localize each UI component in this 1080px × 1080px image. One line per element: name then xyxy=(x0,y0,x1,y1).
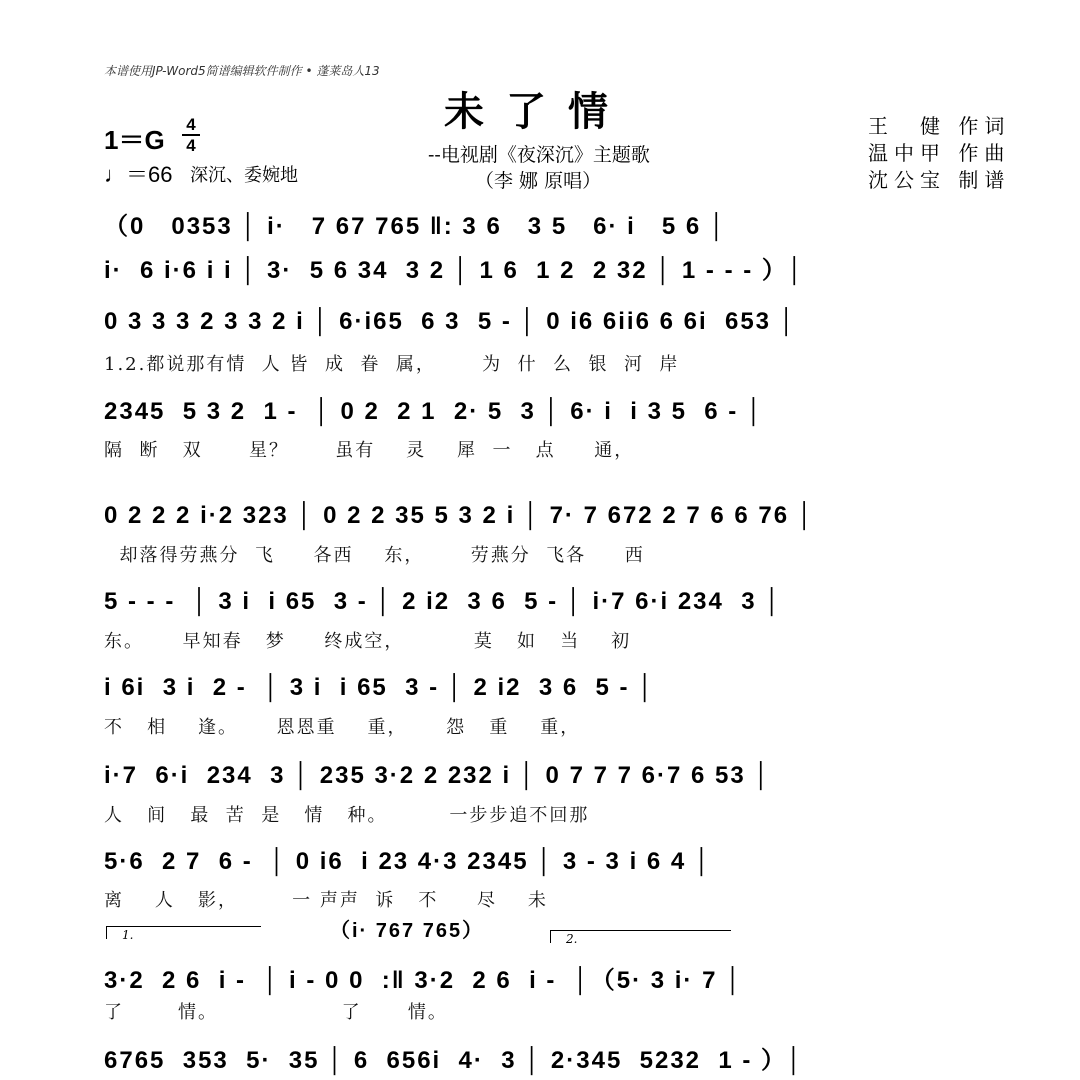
score-row-3-notes: 0 3 3 3 2 3 3 2 i │ 6·i65 6 3 5 - │ 0 i6 6ii6 6 6i 653 │ xyxy=(104,308,797,335)
expression-mark: 深沉、委婉地 xyxy=(190,165,298,186)
score-row-3-lyrics: 1.2.都说那有情 人 皆 成 眷 属， 为 什 么 银 河 岸 xyxy=(104,354,680,375)
interlude-notes: （i· 767 765） xyxy=(330,920,485,942)
volta-label-1: 1. xyxy=(122,928,134,942)
score-row-8-lyrics: 人 间 最 苦 是 情 种。 一步步追不回那 xyxy=(104,805,590,826)
lyricist-credit: 王 健 作词 xyxy=(868,114,1011,138)
tempo-mark: ♩＝66 xyxy=(104,162,173,187)
arranger-credit: 沈公宝 制谱 xyxy=(868,168,1011,192)
score-row-10-notes: 3·2 2 6 i - │ i - 0 0 :‖ 3·2 2 6 i - │（5· 3 i· 7 │ xyxy=(104,967,744,994)
score-row-8-notes: i·7 6·i 234 3 │ 235 3·2 2 232 i │ 0 7 7 7 6·7 6 53 │ xyxy=(104,762,772,789)
score-row-11-notes: 6765 353 5· 35 │ 6 656i 4· 3 │ 2·345 5232 1 - ）│ xyxy=(104,1047,805,1074)
score-row-7-notes: i 6i 3 i 2 - │ 3 i i 65 3 - │ 2 i2 3 6 5 - │ xyxy=(104,674,656,701)
time-top: 4 xyxy=(186,115,196,134)
time-signature xyxy=(182,116,200,154)
composer-credit: 温中甲 作曲 xyxy=(868,141,1011,165)
score-row-5-lyrics: 却落得劳燕分 飞 各西 东， 劳燕分 飞各 西 xyxy=(104,545,645,566)
volta-label-2: 2. xyxy=(566,932,578,946)
score-row-7-lyrics: 不 相 逢。 恩恩重 重， 怨 重 重， xyxy=(104,717,581,738)
time-bottom: 4 xyxy=(186,136,196,155)
song-subtitle: --电视剧《夜深沉》主题歌 xyxy=(428,144,650,166)
score-row-4-notes: 2345 5 3 2 1 - │ 0 2 2 1 2· 5 3 │ 6· i i 3 5 6 - │ xyxy=(104,398,764,425)
score-row-4-lyrics: 隔 断 双 星？ 虽有 灵 犀 一 点 通， xyxy=(104,440,635,461)
score-row-6-notes: 5 - - - │ 3 i i 65 3 - │ 2 i2 3 6 5 - │ i·7 6·i 234 3 │ xyxy=(104,588,783,615)
score-row-9-lyrics: 离 人 影， 一 声声 诉 不 尽 未 xyxy=(104,890,548,911)
score-row-1-notes: （0 0353 │ i· 7 67 765 ‖: 3 6 3 5 6· i 5 6 │ xyxy=(104,213,727,240)
score-row-9-notes: 5·6 2 7 6 - │ 0 i6 i 23 4·3 2345 │ 3 - 3 i 6 4 │ xyxy=(104,848,712,875)
key-signature: 1＝G xyxy=(104,125,165,155)
score-row-5-notes: 0 2 2 2 i·2 323 │ 0 2 2 35 5 3 2 i │ 7· 7 672 2 7 6 6 76 │ xyxy=(104,502,815,529)
original-singer: （李 娜 原唱） xyxy=(475,170,602,192)
score-row-6-lyrics: 东。 早知春 梦 终成空， 莫 如 当 初 xyxy=(104,631,632,652)
score-row-10-lyrics: 了 情。 了 情。 xyxy=(104,1002,448,1023)
song-title: 未了情 xyxy=(444,88,630,135)
score-row-2-notes: i· 6 i·6 i i │ 3· 5 6 34 3 2 │ 1 6 1 2 2 32 │ 1 - - - ）│ xyxy=(104,257,805,284)
sheet-credit: 本谱使用JP-Word5简谱编辑软件制作 • 蓬莱岛人13 xyxy=(104,64,380,78)
